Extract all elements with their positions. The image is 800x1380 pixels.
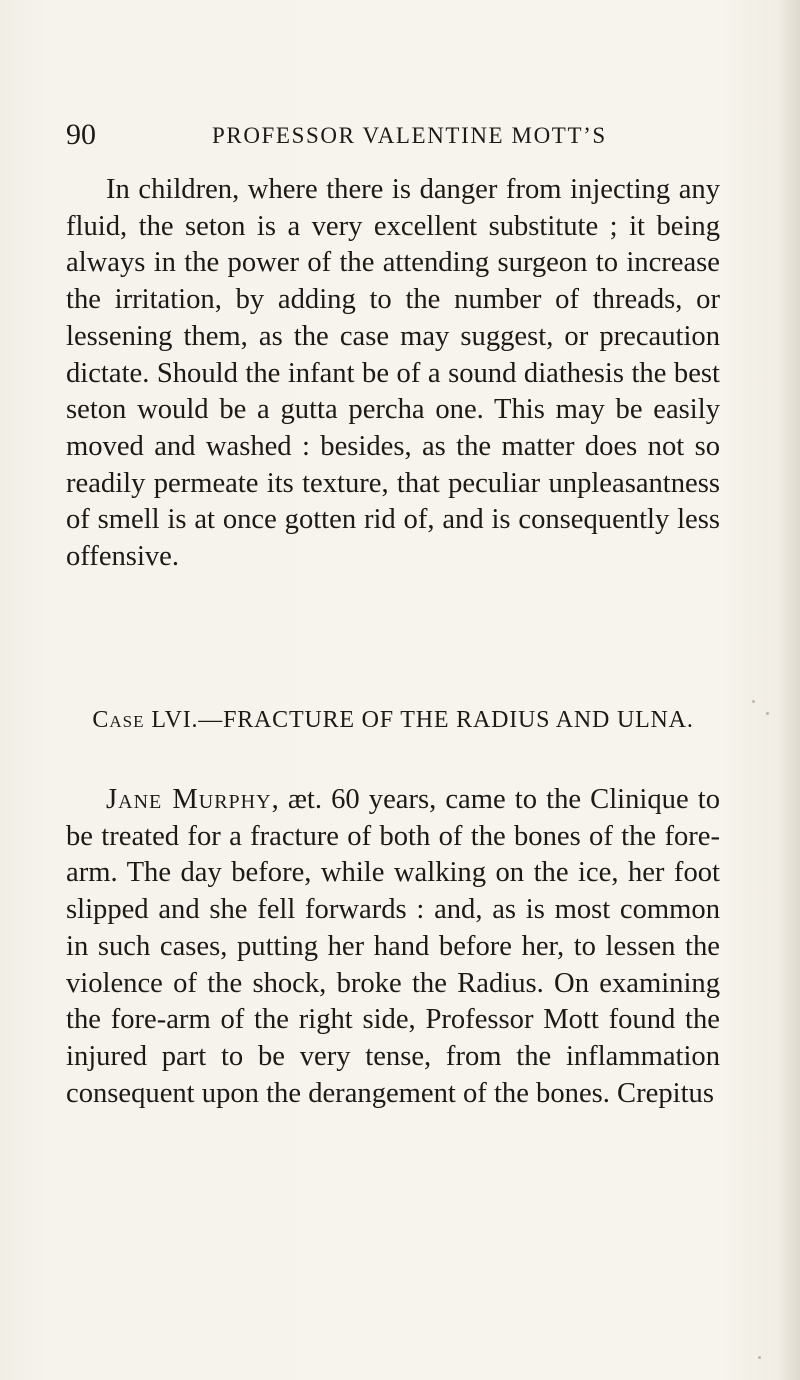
paragraph-case-report bbox=[66, 782, 720, 1112]
case-title: LVI.—FRACTURE OF THE RADIUS AND ULNA. bbox=[151, 707, 694, 733]
paper-fleck bbox=[766, 712, 769, 715]
case-label: Case bbox=[92, 707, 145, 733]
paper-fleck bbox=[758, 1356, 761, 1359]
page-number: 90 bbox=[66, 118, 96, 151]
paper-fleck bbox=[752, 700, 755, 703]
patient-name: Jane Murphy bbox=[106, 784, 272, 815]
case-report-text: , æt. 60 years, came to the Clinique to be treated for a fracture of both of the bones of the fore-arm. The day before, while walking on the ice, her foot slipped and she fell forwards : and, as is most common in such cases, putting her hand before her, to lessen the violence of the shock, broke the Radius. On examining the fore-arm of the right side, Professor Mott found the injured part to be very tense, from the inflammation consequent upon the derangement of the bones. Crepitus bbox=[66, 784, 720, 1109]
page-header bbox=[66, 118, 726, 152]
paragraph-seton: In children, where there is danger from injecting any fluid, the seton is a very excellent substitute ; it being always in the power of the attending surgeon to increase the irritation, by adding to the number of threads, or lessening them, as the case may suggest, or precaution dictate. Should the infant be of a sound diathesis the best seton would be a gutta percha one. This may be easily moved and washed : besides, as the matter does not so readily permeate its texture, that peculiar unpleasantness of smell is at once gotten rid of, and is consequently less offensive. bbox=[66, 174, 720, 573]
case-heading bbox=[66, 703, 720, 737]
page-edge-shadow bbox=[778, 0, 800, 1380]
running-head: PROFESSOR VALENTINE MOTT’S bbox=[212, 123, 607, 148]
